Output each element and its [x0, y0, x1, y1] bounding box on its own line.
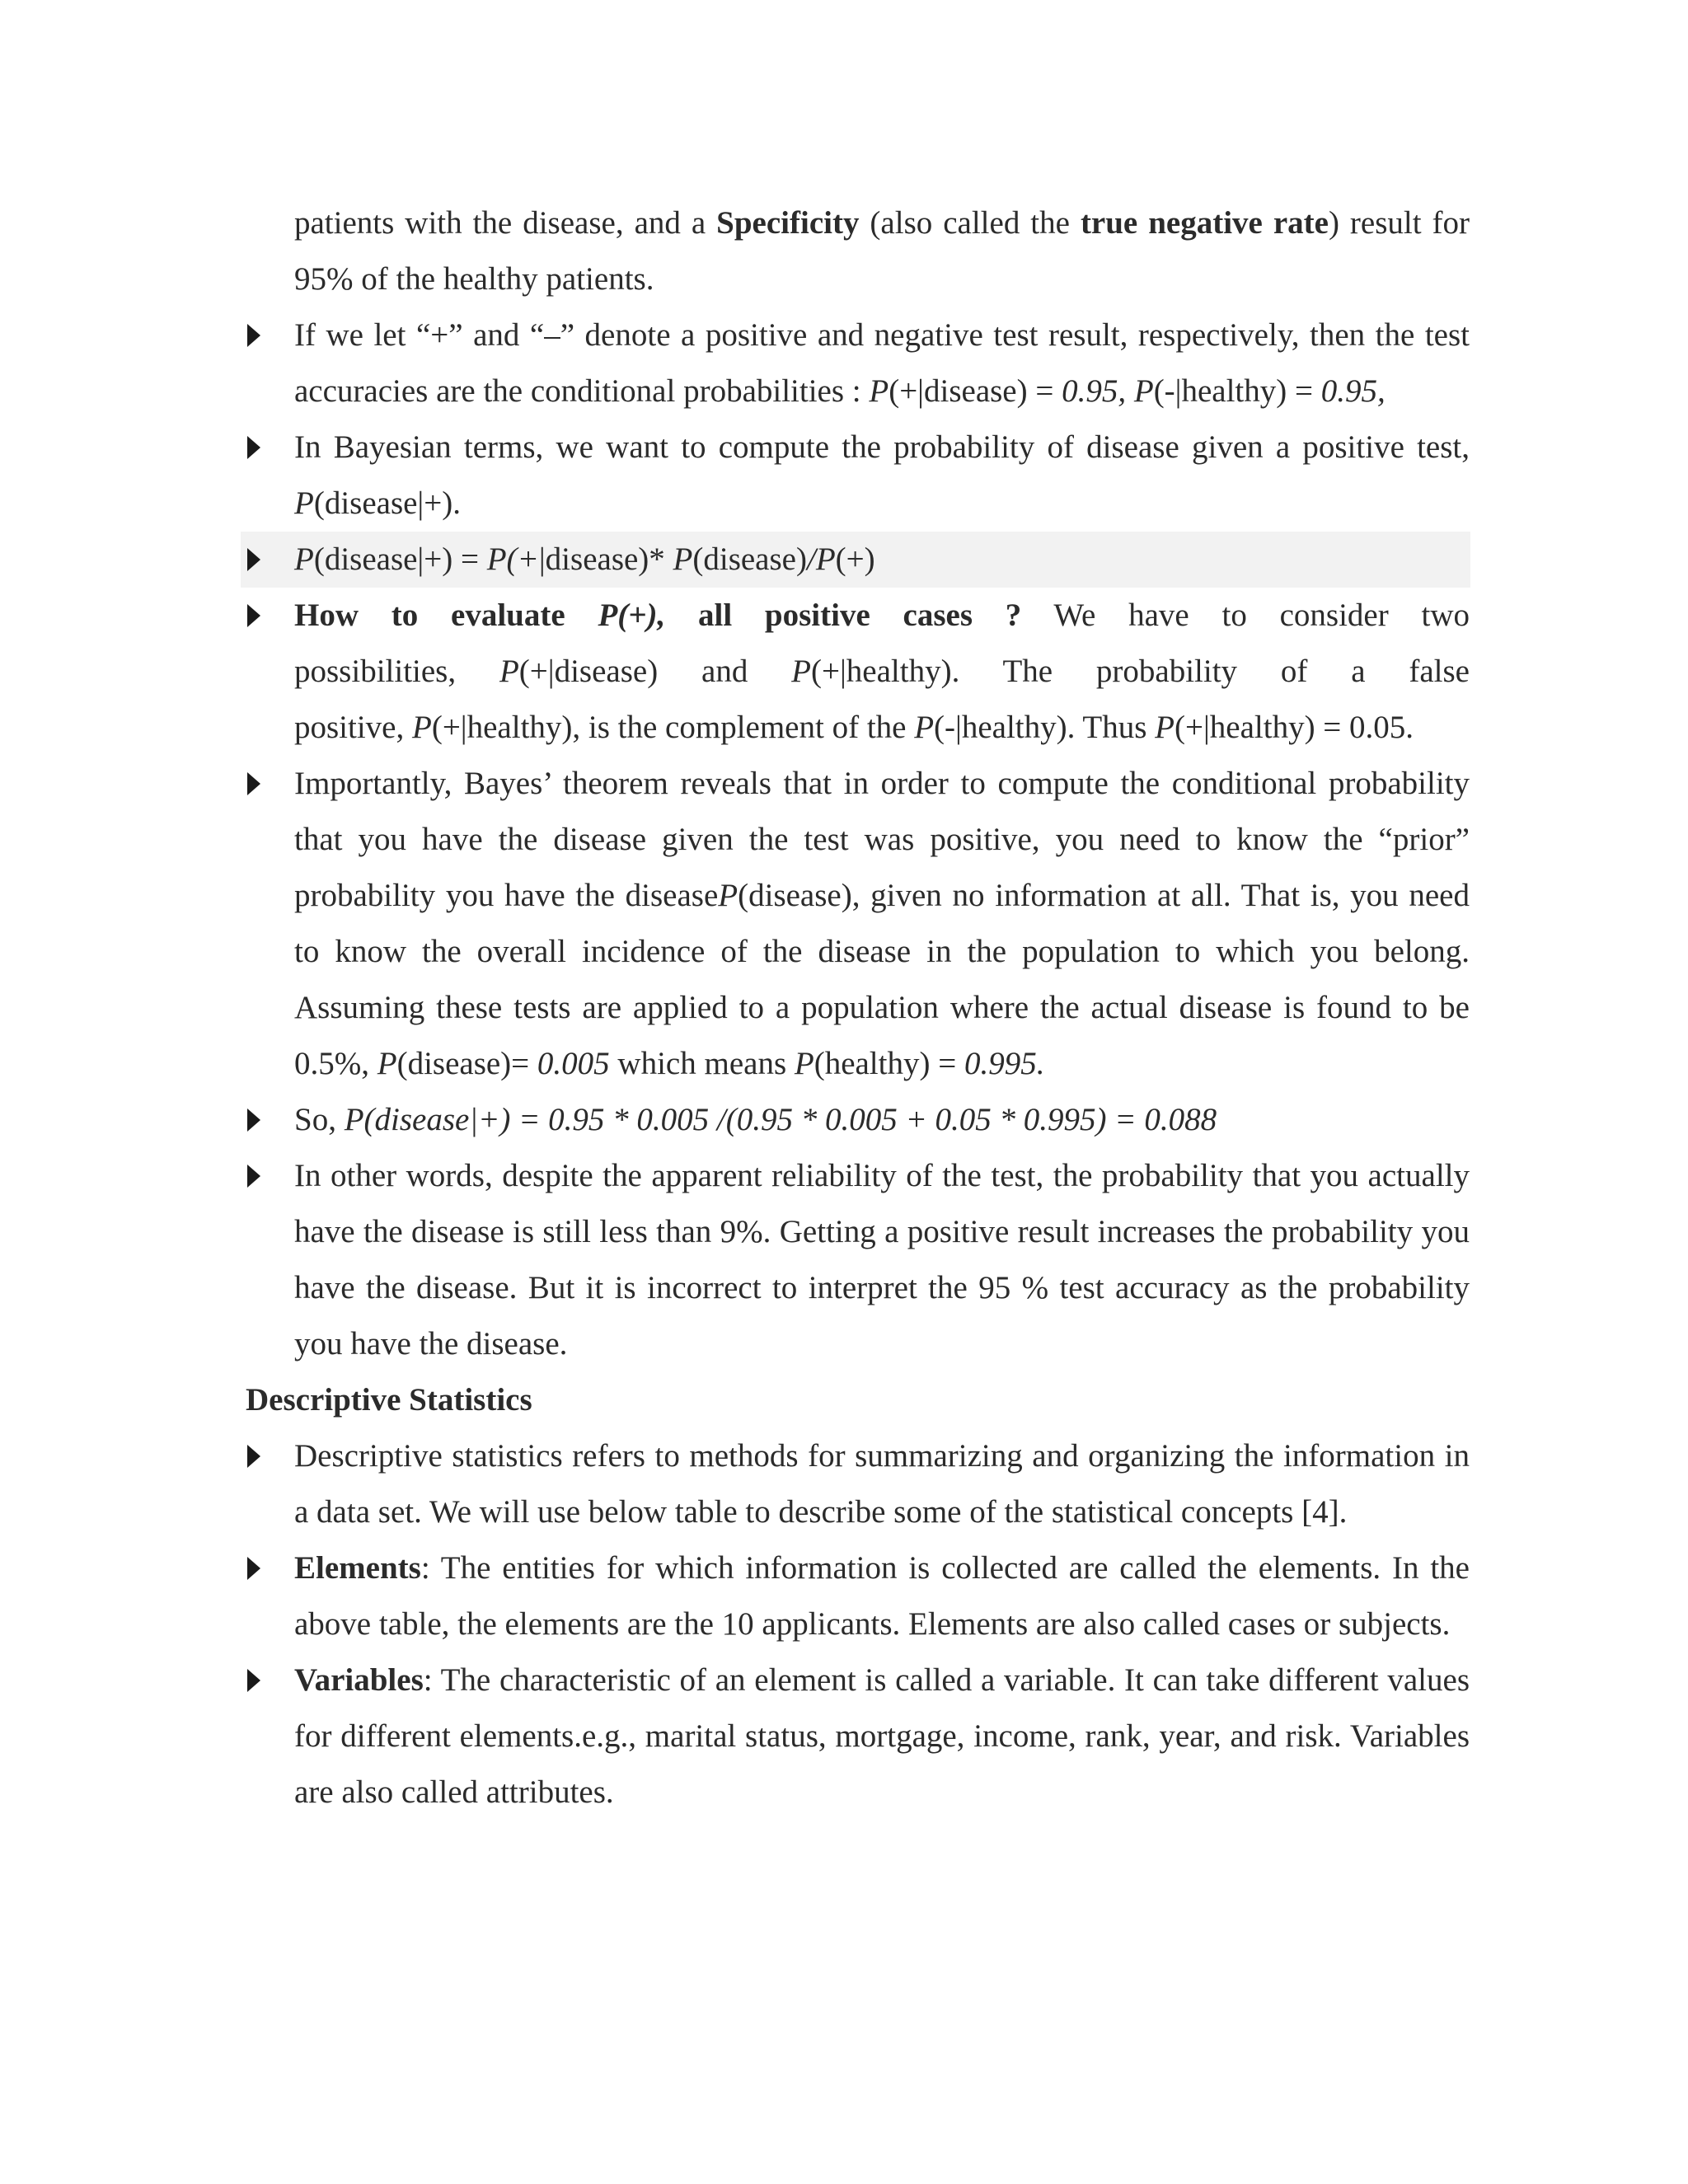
intro-paragraph: [294, 195, 1470, 307]
bullet-text: [294, 419, 1470, 532]
bullet-text: [294, 1540, 1470, 1652]
italic-text: P(+: [486, 541, 539, 577]
bullet-arrow-icon: [247, 324, 260, 347]
italic-text: P: [791, 654, 811, 689]
bullet-text: [294, 307, 1470, 419]
italic-text: 0.005: [537, 1046, 610, 1081]
text: (+|healthy). The probability of a false: [811, 654, 1470, 689]
italic-text: P: [294, 541, 314, 577]
italic-text: P: [1155, 710, 1175, 745]
bullet-text: [294, 756, 1470, 1092]
bold-text: all positive cases ?: [665, 598, 1022, 633]
section-heading: Descriptive Statistics: [246, 1382, 532, 1418]
text: patients with the disease, and a: [294, 205, 717, 241]
text: (+|disease) =: [889, 373, 1062, 409]
italic-text: P: [718, 878, 738, 913]
bullet-arrow-icon: [247, 604, 260, 627]
bullet-arrow-icon: [247, 1165, 260, 1188]
italic-text: P: [673, 541, 693, 577]
bullet-text: [294, 1652, 1470, 1821]
text: (+|healthy) = 0.05.: [1174, 710, 1414, 745]
italic-text: P: [794, 1046, 814, 1081]
bullet-item-test-notation: [0, 307, 1688, 419]
page-content: [0, 195, 1688, 1821]
text-line: [294, 644, 1470, 700]
bold-term-specificity: Specificity: [716, 205, 860, 241]
text: (-|healthy) =: [1153, 373, 1321, 409]
bullet-item-elements: [0, 1540, 1688, 1652]
bold-text: How to evaluate: [294, 598, 598, 633]
italic-text: /P: [806, 541, 836, 577]
text: which means: [609, 1046, 795, 1081]
italic-text: P: [499, 654, 519, 689]
bullet-item-variables: [0, 1652, 1688, 1821]
bullet-item-descriptive-statistics: [0, 1428, 1688, 1540]
text: : The entities for which information is collected are called the elements. In the above table, the elements are the 10 applicants. Elements are also called cases or subjects.: [294, 1550, 1470, 1642]
text: positive,: [294, 710, 412, 745]
text-line: [294, 700, 1470, 756]
bullet-item-bayesian-terms: [0, 419, 1688, 532]
text: (disease|+) =: [313, 541, 487, 577]
text: Importantly, Bayes’ theorem reveals that in order to compute the conditional probability that you have the disease given the test was positive, you need to know the “prior” probability you have the disease: [294, 766, 1470, 913]
italic-text: P(+),: [598, 598, 666, 633]
text: If we let “+” and “–” denote a positive and negative test result, respectively, then the test accuracies are the conditional probabilities :: [294, 317, 1470, 409]
italic-text: P: [377, 1046, 397, 1081]
text: |disease)*: [538, 541, 673, 577]
text: ) result for 95% of the healthy patients.: [294, 205, 1470, 297]
italic-text: 0.995.: [964, 1046, 1045, 1081]
italic-text: P: [914, 710, 935, 745]
italic-text: 0.95,: [1320, 373, 1386, 409]
text: (disease), given no information at all. That is, you need to know the overall incidence of the disease in the population to which you belong. Assuming these tests are applied to a population where the actual disease is found to be 0.5%,: [294, 878, 1470, 1081]
bullet-item-result: [0, 1092, 1688, 1148]
text: (disease): [692, 541, 807, 577]
bullet-arrow-icon: [247, 548, 260, 571]
text: (healthy) =: [814, 1046, 964, 1081]
italic-text: P: [412, 710, 432, 745]
bullet-text: [294, 1092, 1470, 1148]
text: (disease)=: [396, 1046, 537, 1081]
italic-text: P: [294, 485, 314, 521]
bullet-item-interpretation: [0, 1148, 1688, 1372]
text: possibilities,: [294, 654, 499, 689]
text: (also called the: [859, 205, 1081, 241]
bullet-text: In other words, despite the apparent reliability of the test, the probability that you actually have the disease is still less than 9%. Getting a positive result increases the probability you have the disease. But it is incorrect to interpret the 95 % test accuracy as the probability you have the disease.: [294, 1158, 1470, 1361]
bold-term-true-negative-rate: true negative rate: [1080, 205, 1329, 241]
bullet-item-bayes-formula: [241, 532, 1470, 588]
bullet-arrow-icon: [247, 1669, 260, 1692]
text: (+|disease) and: [518, 654, 792, 689]
italic-text: P: [869, 373, 889, 409]
text: (-|healthy). Thus: [934, 710, 1156, 745]
text: (+|healthy), is the complement of the: [431, 710, 915, 745]
text: (+): [835, 541, 875, 577]
text: We have to consider two: [1021, 598, 1470, 633]
text: So,: [294, 1102, 345, 1137]
bullet-arrow-icon: [247, 1108, 260, 1132]
bullet-arrow-icon: [247, 1445, 260, 1468]
text: In Bayesian terms, we want to compute the probability of disease given a positive test,: [294, 429, 1470, 465]
bold-term-variables: Variables: [294, 1662, 424, 1698]
bullet-arrow-icon: [247, 436, 260, 459]
bullet-text: [294, 532, 1470, 588]
bullet-arrow-icon: [247, 772, 260, 795]
bullet-text: [294, 588, 1470, 756]
bold-term-elements: Elements: [294, 1550, 421, 1586]
bullet-item-evaluate-positive: [0, 588, 1688, 756]
italic-text: 0.95, P: [1062, 373, 1154, 409]
text-line: [294, 588, 1470, 644]
text: : The characteristic of an element is called a variable. It can take different values for different elements.e.g., marital status, mortgage, income, rank, year, and risk. Variables are also called attributes.: [294, 1662, 1470, 1810]
bullet-arrow-icon: [247, 1557, 260, 1580]
bullet-item-prior-probability: [0, 756, 1688, 1092]
text: (disease|+).: [313, 485, 461, 521]
italic-text: P(disease|+) = 0.95 * 0.005 /(0.95 * 0.005 + 0.05 * 0.995) = 0.088: [344, 1102, 1217, 1137]
bullet-text: Descriptive statistics refers to methods for summarizing and organizing the information in a data set. We will use below table to describe some of the statistical concepts [4].: [294, 1438, 1470, 1530]
